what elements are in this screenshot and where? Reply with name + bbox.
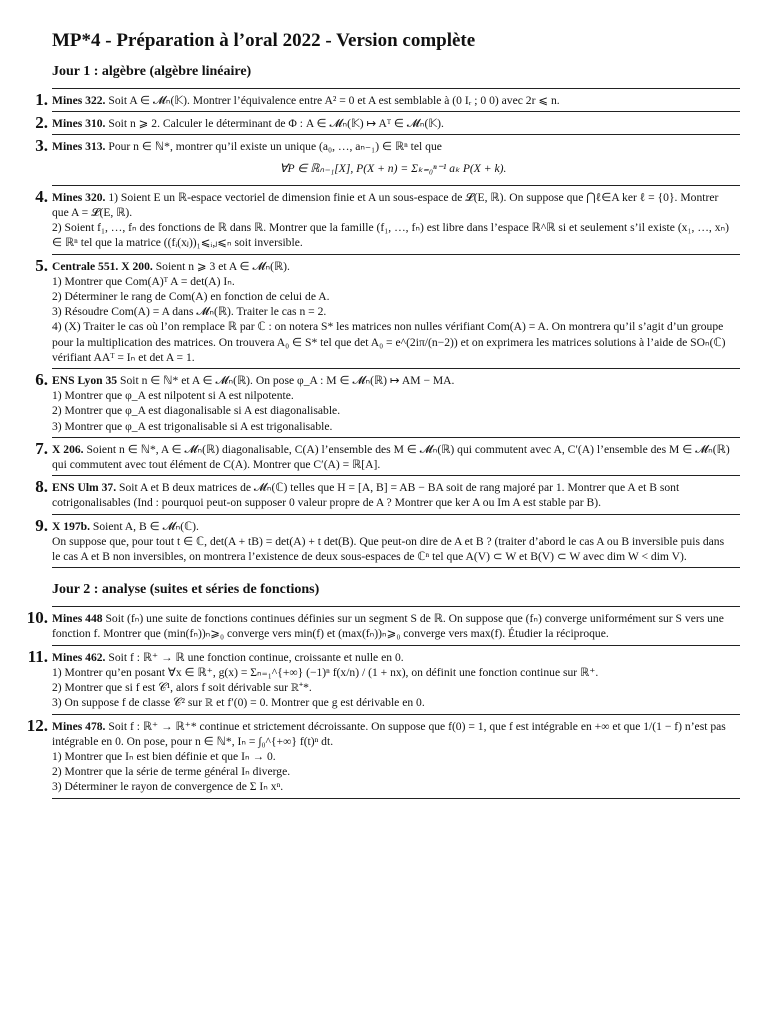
exercise-intro: Soit f : ℝ⁺ → ℝ⁺* continue et strictement décroissante. On suppose que f(0) = 1, que f est intégrable en +∞ et que 1/(1 − f) n’est pas intégrable en 0. On pose, pour n ∈ ℕ*, Iₙ = ∫₀^{+∞} f(t)ⁿ dt. <box>52 719 726 748</box>
exercise-12 <box>26 714 740 799</box>
exercise-number: 8. <box>35 477 48 497</box>
exercise-source: Mines 322. <box>52 94 106 107</box>
exercise-source: Mines 462. <box>52 650 106 664</box>
exercise-9 <box>35 514 740 569</box>
exercise-part: 1) Montrer que φ_A est nilpotent si A est nilpotente. <box>52 389 294 403</box>
exercise-number: 4. <box>35 186 48 206</box>
exercise-1 <box>35 88 740 111</box>
exercise-5 <box>35 254 740 368</box>
exercise-text: Soit A ∈ 𝓜ₙ(𝕂). Montrer l’équivalence entre A² = 0 et A est semblable à (0 Iᵣ ; 0 0) avec 2r ⩽ n. <box>108 94 560 107</box>
exercise-part: 3) Déterminer le rayon de convergence de Σ Iₙ xⁿ. <box>52 780 284 794</box>
exercise-7 <box>35 437 740 475</box>
exercise-part: 1) Soient E un ℝ-espace vectoriel de dimension finie et A un sous-espace de 𝓛(E, ℝ). On suppose que ⋂ℓ∈A ker ℓ = {0}. Montrer que A = 𝓛(E, ℝ). <box>52 190 719 220</box>
exercise-text: Soit (fₙ) une suite de fonctions continues définies sur un segment S de ℝ. On suppose que (fₙ) converge uniformément sur S vers une fonction f. Montrer que (min(fₙ))ₙ⩾₀ converge vers min(f) et (max(fₙ))ₙ⩾₀ converge vers max(f). Étudier la réciproque. <box>52 612 724 641</box>
exercise-source: Mines 478. <box>52 719 106 733</box>
exercise-intro: Soient A, B ∈ 𝓜ₙ(ℂ). <box>92 519 199 533</box>
exercise-2 <box>35 111 740 134</box>
exercise-part: 3) On suppose f de classe 𝒞² sur ℝ et f′(0) = 0. Montrer que g est dérivable en 0. <box>52 696 425 710</box>
exercise-part: 1) Montrer que Iₙ est bien définie et que Iₙ → 0. <box>52 749 276 763</box>
exercise-number: 5. <box>35 255 48 275</box>
exercise-number: 7. <box>35 438 48 458</box>
exercise-source: X 197b. <box>52 519 91 533</box>
exercise-6 <box>35 368 740 437</box>
exercise-text: Soient n ∈ ℕ*, A ∈ 𝓜ₙ(ℝ) diagonalisable, C(A) l’ensemble des M ∈ 𝓜ₙ(ℝ) qui commutent avec A, C′(A) l’ensemble des M ∈ 𝓜ₙ(ℝ) qui commutent avec tout élément de C(A). Montrer que C′(A) = ℝ[A]. <box>52 442 730 472</box>
exercise-part: 1) Montrer qu’en posant ∀x ∈ ℝ⁺, g(x) = Σₙ₌₁^{+∞} (−1)ⁿ f(x/n) / (1 + nx), on définit une fonction continue sur ℝ⁺. <box>52 665 599 679</box>
exercise-source: ENS Lyon 35 <box>52 374 118 388</box>
exercise-source: Mines 313. <box>52 140 106 154</box>
exercise-source: ENS Ulm 37. <box>52 481 117 495</box>
exercise-source: Centrale 551. X 200. <box>52 259 153 273</box>
exercise-part: 2) Montrer que φ_A est diagonalisable si A est diagonalisable. <box>52 404 341 418</box>
exercise-4 <box>35 185 740 254</box>
exercise-intro: Soient n ⩾ 3 et A ∈ 𝓜ₙ(ℝ). <box>155 259 290 273</box>
day2-title: Jour 2 : analyse (suites et séries de fonctions) <box>52 582 320 598</box>
exercise-text: On suppose que, pour tout t ∈ ℂ, det(A + tB) = det(A) + t det(B). Que peut-on dire de A et B ? (traiter d’abord le cas A ou B inversible puis dans le cas A et B non inversibles, on montrera l’existence de deux sous-espaces de ℂⁿ tel que A(V) ⊂ W et B(V) ⊂ W avec dim W < dim V). <box>52 534 725 564</box>
exercise-intro: Soit f : ℝ⁺ → ℝ une fonction continue, croissante et nulle en 0. <box>108 650 404 664</box>
exercise-text: Soit A et B deux matrices de 𝓜ₙ(ℂ) telles que H = [A, B] = AB − BA soit de rang majoré par 1. Montrer que A et B sont cotrigonalisables (Ind : pourquoi peut-on supposer 0 valeur propre de A ? Montrer que ker A ou Im A est stable par B). <box>52 481 680 510</box>
exercise-number: 6. <box>35 370 48 390</box>
document-title: MP*4 - Préparation à l’oral 2022 - Version complète <box>52 30 476 51</box>
exercise-11 <box>27 645 740 714</box>
exercise-number: 12. <box>26 715 48 735</box>
exercise-part: 4) (X) Traiter le cas où l’on remplace ℝ par ℂ : on notera S* les matrices non nulles vérifiant Com(A) = A. On montrera qu’il s’agit d’un groupe pour la multiplication des matrices. On trouvera A₀ ∈ S* tel que det A₀ = e^(2iπ/(n−2)) et on exprimera les matrices solutions à l’aide de SOₙ(ℂ) vérifiant AAᵀ = Iₙ et det A = 1. <box>52 320 726 364</box>
exercise-source: Mines 320. <box>52 190 106 204</box>
exercise-number: 11. <box>27 646 48 666</box>
exercise-source: X 206. <box>52 442 84 456</box>
exercise-part: 2) Déterminer le rang de Com(A) en fonction de celui de A. <box>52 290 330 304</box>
exercise-8 <box>35 475 740 513</box>
exercise-text: Soit n ⩾ 2. Calculer le déterminant de Φ : A ∈ 𝓜ₙ(𝕂) ↦ Aᵀ ∈ 𝓜ₙ(𝕂). <box>108 117 444 131</box>
exercise-number: 1. <box>35 90 48 109</box>
exercise-number: 2. <box>35 113 48 133</box>
exercise-source: Mines 310. <box>52 117 106 131</box>
exercise-text: Pour n ∈ ℕ*, montrer qu’il existe un unique (a₀, …, aₙ₋₁) ∈ ℝⁿ tel que <box>108 140 442 154</box>
exercise-part: 2) Soient f₁, …, fₙ des fonctions de ℝ dans ℝ. Montrer que la famille (f₁, …, fₙ) est libre dans l’espace ℝ^ℝ si et seulement s’il existe (x₁, …, xₙ) ∈ ℝⁿ tel que la matrice ((fᵢ(xⱼ))₁⩽ᵢ,ⱼ⩽ₙ soit inversible. <box>52 221 729 250</box>
exercise-part: 1) Montrer que Com(A)ᵀ A = det(A) Iₙ. <box>52 274 235 288</box>
exercise-part: 2) Montrer que la série de terme général Iₙ diverge. <box>52 765 291 779</box>
exercise-formula: ∀P ∈ ℝₙ₋₁[X], P(X + n) = Σₖ₌₀ⁿ⁻¹ aₖ P(X + k). <box>279 161 507 175</box>
exercise-10 <box>26 606 740 644</box>
exercise-number: 3. <box>35 136 48 156</box>
exercise-source: Mines 448 <box>52 612 103 626</box>
exercise-intro: Soit n ∈ ℕ* et A ∈ 𝓜ₙ(ℝ). On pose φ_A : M ∈ 𝓜ₙ(ℝ) ↦ AM − MA. <box>120 374 455 388</box>
exercise-3 <box>35 134 740 184</box>
exercise-number: 9. <box>35 515 48 535</box>
exercise-part: 3) Résoudre Com(A) = A dans 𝓜ₙ(ℝ). Traiter le cas n = 2. <box>52 305 327 319</box>
exercise-number: 10. <box>26 608 48 628</box>
day1-title: Jour 1 : algèbre (algèbre linéaire) <box>52 64 252 79</box>
exercise-part: 2) Montrer que si f est 𝒞¹, alors f soit dérivable sur ℝ⁺*. <box>52 681 312 695</box>
exercise-part: 3) Montrer que φ_A est trigonalisable si A est trigonalisable. <box>52 419 333 433</box>
